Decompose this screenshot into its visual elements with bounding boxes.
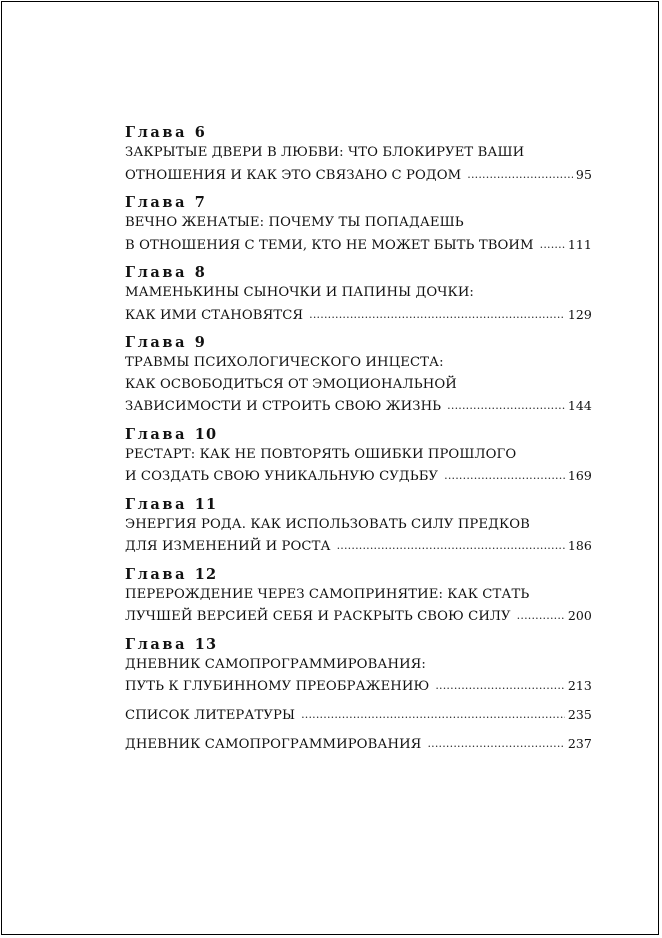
page-number: 213	[567, 678, 592, 693]
toc-chapter-12[interactable]	[125, 565, 592, 627]
page-number: 200	[567, 608, 592, 623]
chapter-title-line: ТРАВМЫ ПСИХОЛОГИЧЕСКОГО ИНЦЕСТА:	[125, 355, 444, 370]
chapter-title-text: ЗАВИСИМОСТИ И СТРОИТЬ СВОЮ ЖИЗНЬ	[125, 399, 442, 414]
page-number: 169	[567, 468, 592, 483]
page-number: 237	[567, 736, 592, 751]
dot-leader	[444, 465, 565, 487]
page-number: 129	[567, 306, 592, 322]
dot-leader	[427, 733, 564, 755]
chapter-title-last-line	[125, 465, 592, 487]
toc-chapter-6[interactable]	[125, 123, 592, 185]
chapter-title-line: КАК ОСВОБОДИТЬСЯ ОТ ЭМОЦИОНАЛЬНОЙ	[125, 376, 457, 392]
table-of-contents	[125, 123, 592, 755]
chapter-title-text: ПУТЬ К ГЛУБИННОМУ ПРЕОБРАЖЕНИЮ	[125, 679, 430, 694]
page-number: 95	[575, 166, 592, 182]
chapter-word: Глава	[125, 425, 188, 443]
chapter-label	[125, 333, 592, 352]
chapter-title-text: ОТНОШЕНИЯ И КАК ЭТО СВЯЗАНО С РОДОМ	[125, 167, 462, 183]
chapter-title-text: В ОТНОШЕНИЯ С ТЕМИ, КТО НЕ МОЖЕТ БЫТЬ ТВОИМ	[125, 237, 534, 253]
page-number: 144	[567, 398, 592, 413]
chapter-title-last-line	[125, 234, 592, 256]
chapter-title-line: ДНЕВНИК САМОПРОГРАММИРОВАНИЯ:	[125, 656, 426, 672]
chapter-title-last-line	[125, 164, 592, 186]
chapter-word: Глава	[125, 334, 188, 351]
chapter-label	[125, 263, 592, 282]
page-number: 111	[567, 236, 592, 252]
bibliography-title: СПИСОК ЛИТЕРАТУРЫ	[125, 707, 296, 723]
chapter-word: Глава	[125, 635, 188, 653]
dot-leader	[301, 704, 565, 726]
chapter-number: 10	[194, 425, 218, 443]
chapter-title-line: ЗАКРЫТЫЕ ДВЕРИ В ЛЮБВИ: ЧТО БЛОКИРУЕТ ВАШИ	[125, 145, 525, 160]
dot-leader	[435, 675, 564, 697]
chapter-number: 6	[194, 124, 207, 141]
chapter-title-text: ЛУЧШЕЙ ВЕРСИЕЙ СЕБЯ И РАСКРЫТЬ СВОЮ СИЛУ	[125, 609, 511, 624]
chapter-title-last-line	[125, 395, 592, 417]
chapter-word: Глава	[125, 264, 188, 281]
chapter-word: Глава	[125, 495, 188, 513]
chapter-title-line: МАМЕНЬКИНЫ СЫНОЧКИ И ПАПИНЫ ДОЧКИ:	[125, 285, 474, 300]
toc-chapter-10[interactable]	[125, 425, 592, 487]
toc-chapter-13[interactable]	[125, 635, 592, 697]
chapter-number: 12	[194, 565, 218, 583]
toc-bibliography[interactable]	[125, 704, 592, 726]
dot-leader	[309, 304, 565, 326]
chapter-label	[125, 565, 592, 584]
chapter-number: 11	[194, 495, 218, 513]
chapter-number: 8	[194, 264, 207, 281]
chapter-title-last-line	[125, 535, 592, 557]
chapter-title-line: ВЕЧНО ЖЕНАТЫЕ: ПОЧЕМУ ТЫ ПОПАДАЕШЬ	[125, 215, 464, 230]
chapter-label	[125, 193, 592, 212]
chapter-title-last-line	[125, 675, 592, 697]
chapter-title-line: ПЕРЕРОЖДЕНИЕ ЧЕРЕЗ САМОПРИНЯТИЕ: КАК СТАТЬ	[125, 586, 530, 602]
dot-leader	[337, 535, 565, 557]
toc-chapter-9[interactable]	[125, 333, 592, 417]
chapter-title-text: КАК ИМИ СТАНОВЯТСЯ	[125, 307, 304, 323]
chapter-label	[125, 425, 592, 444]
page-number: 186	[567, 538, 592, 553]
chapter-title-last-line	[125, 605, 592, 627]
chapter-label	[125, 495, 592, 514]
chapter-title-last-line	[125, 304, 592, 326]
toc-chapter-8[interactable]	[125, 263, 592, 325]
chapter-title-text: И СОЗДАТЬ СВОЮ УНИКАЛЬНУЮ СУДЬБУ	[125, 469, 439, 484]
chapter-title-line: ЭНЕРГИЯ РОДА. КАК ИСПОЛЬЗОВАТЬ СИЛУ ПРЕДКОВ	[125, 516, 530, 532]
dot-leader	[447, 395, 565, 417]
chapter-number: 7	[194, 194, 207, 211]
chapter-title-line: РЕСТАРТ: КАК НЕ ПОВТОРЯТЬ ОШИБКИ ПРОШЛОГО	[125, 446, 517, 462]
chapter-number: 9	[194, 334, 207, 351]
chapter-number: 13	[194, 635, 218, 653]
chapter-word: Глава	[125, 194, 188, 211]
chapter-word: Глава	[125, 565, 188, 583]
toc-chapter-11[interactable]	[125, 495, 592, 557]
page-number: 235	[567, 706, 592, 722]
chapter-label	[125, 123, 592, 142]
chapter-title-text: ДЛЯ ИЗМЕНЕНИЙ И РОСТА	[125, 539, 331, 554]
dot-leader	[540, 234, 565, 256]
chapter-label	[125, 635, 592, 654]
dot-leader	[467, 164, 573, 186]
toc-diary[interactable]	[125, 733, 592, 755]
diary-title: ДНЕВНИК САМОПРОГРАММИРОВАНИЯ	[125, 737, 422, 752]
chapter-word: Глава	[125, 124, 188, 141]
dot-leader	[517, 605, 565, 627]
toc-chapter-7[interactable]	[125, 193, 592, 255]
